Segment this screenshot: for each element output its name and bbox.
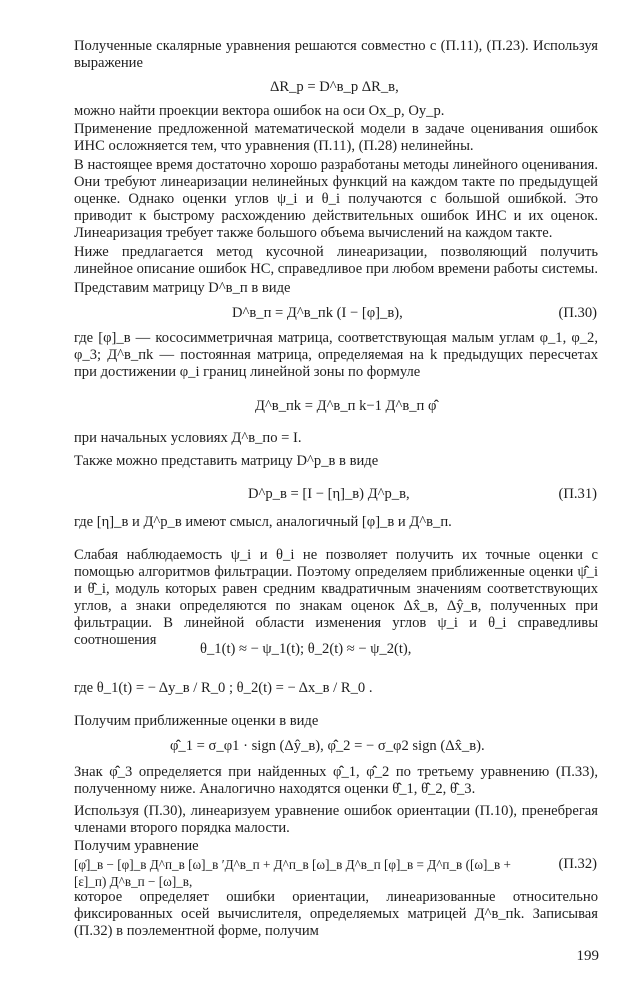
formula-approx-estimates: φ̂̂_1 = σ_φ1 · sign (Δŷ_в), φ̂̂_2 = − σ_φ2 sign (Δx̂_в). (170, 738, 485, 754)
paragraph-6: Представим матрицу D^в_п в виде (74, 280, 291, 296)
paragraph-9: Также можно представить матрицу D^р_в в виде (74, 453, 379, 469)
formula-theta-definitions: где θ_1(t) = − Δy_в / R_0 ; θ_2(t) = − Δx_в / R_0 . (74, 680, 373, 696)
formula-angle-relations: θ_1(t) ≈ − ψ_1(t); θ_2(t) ≈ − ψ_2(t), (200, 641, 412, 657)
page-number: 199 (576, 948, 599, 964)
paragraph-11: Слабая наблюдаемость ψ_i и θ_i не позволяет получить их точные оценки с помощью алгоритмов фильтрации. Поэтому определяем приближенные оценки ψ̂̂_i и θ̂̂_i, модуль которых равен средним квадратичным значениям соответствующих углов, а знаки определяются по знакам оценок Δx̂_в, Δŷ_в, полученных при фильтрации. В линейной области изменения углов ψ_i и θ_i справедливы соотношения (74, 547, 598, 648)
paragraph-10: где [η]_в и Д^р_в имеют смысл, аналогичный [φ]_в и Д^в_п. (74, 514, 452, 530)
paragraph-3: Применение предложенной математической модели в задаче оценивания ошибок ИНС осложняется тем, что уравнения (П.11), (П.28) нелинейны. (74, 121, 598, 154)
equation-number-p30: (П.30) (558, 305, 597, 321)
paragraph-16: которое определяет ошибки ориентации, линеаризованные относительно фиксированных осей вычислителя, определяемых матрицей Д^в_пk. Записывая (П.32) в поэлементной форме, получим (74, 889, 598, 939)
paragraph-13: Знак φ̂̂_3 определяется при найденных φ̂̂_1, φ̂̂_2 по третьему уравнению (П.33), полученному ниже. Аналогично находятся оценки θ̂̂_1, θ̂̂_2, θ̂̂_3. (74, 764, 598, 797)
formula-p32: [φ̇]_в − [φ]_в Д^п_в [ω]_в ′Д^в_п + Д^п_в [ω]_в Д^в_п [φ]_в = Д^п_в ([ω]_в + [ε]_п) Д^в_п − [ω]_в, (74, 857, 511, 889)
paragraph-14: Используя (П.30), линеаризуем уравнение ошибок ориентации (П.10), пренебрегая членами второго порядка малости. (74, 803, 598, 836)
equation-number-p32: (П.32) (558, 856, 597, 872)
formula-delta-r: ΔR_р = D^в_p ΔR_в, (270, 79, 399, 95)
paragraph-1: Полученные скалярные уравнения решаются совместно с (П.11), (П.23). Используя выражение (74, 38, 598, 71)
formula-p31: D^р_в = [I − [η]_в) Д^р_в, (248, 486, 410, 502)
paragraph-12: Получим приближенные оценки в виде (74, 713, 319, 729)
formula-p30: D^в_п = Д^в_пk (I − [φ]_в), (232, 305, 403, 321)
formula-recurrence: Д^в_пk = Д^в_п k−1 Д^в_п φ̂̂ (255, 398, 437, 414)
paragraph-7: где [φ]_в — кососимметричная матрица, соответствующая малым углам φ_1, φ_2, φ_3; Д^в_пk — постоянная матрица, определяемая на k предыдущих пересчетах при достижении φ_i границ линейной зоны по формуле (74, 330, 598, 380)
paragraph-4: В настоящее время достаточно хорошо разработаны методы линейного оценивания. Они требуют линеаризации нелинейных функций на каждом такте по предыдущей оценке. Однако оценки углов ψ_i и θ_i получаются с большой ошибкой. Это приводит к быстрому расхождению действительных ошибок ИНС и их оценок. Линеаризация требует также большого объема вычислений на каждом такте. (74, 157, 598, 241)
paragraph-15: Получим уравнение (74, 838, 199, 854)
paragraph-2: можно найти проекции вектора ошибок на оси Ox_р, Oy_р. (74, 103, 445, 119)
paragraph-5: Ниже предлагается метод кусочной линеаризации, позволяющий получить линейное описание ошибок НС, справедливое при любом времени работы системы. (74, 244, 598, 277)
equation-number-p31: (П.31) (558, 486, 597, 502)
paragraph-8: при начальных условиях Д^в_по = I. (74, 430, 302, 446)
